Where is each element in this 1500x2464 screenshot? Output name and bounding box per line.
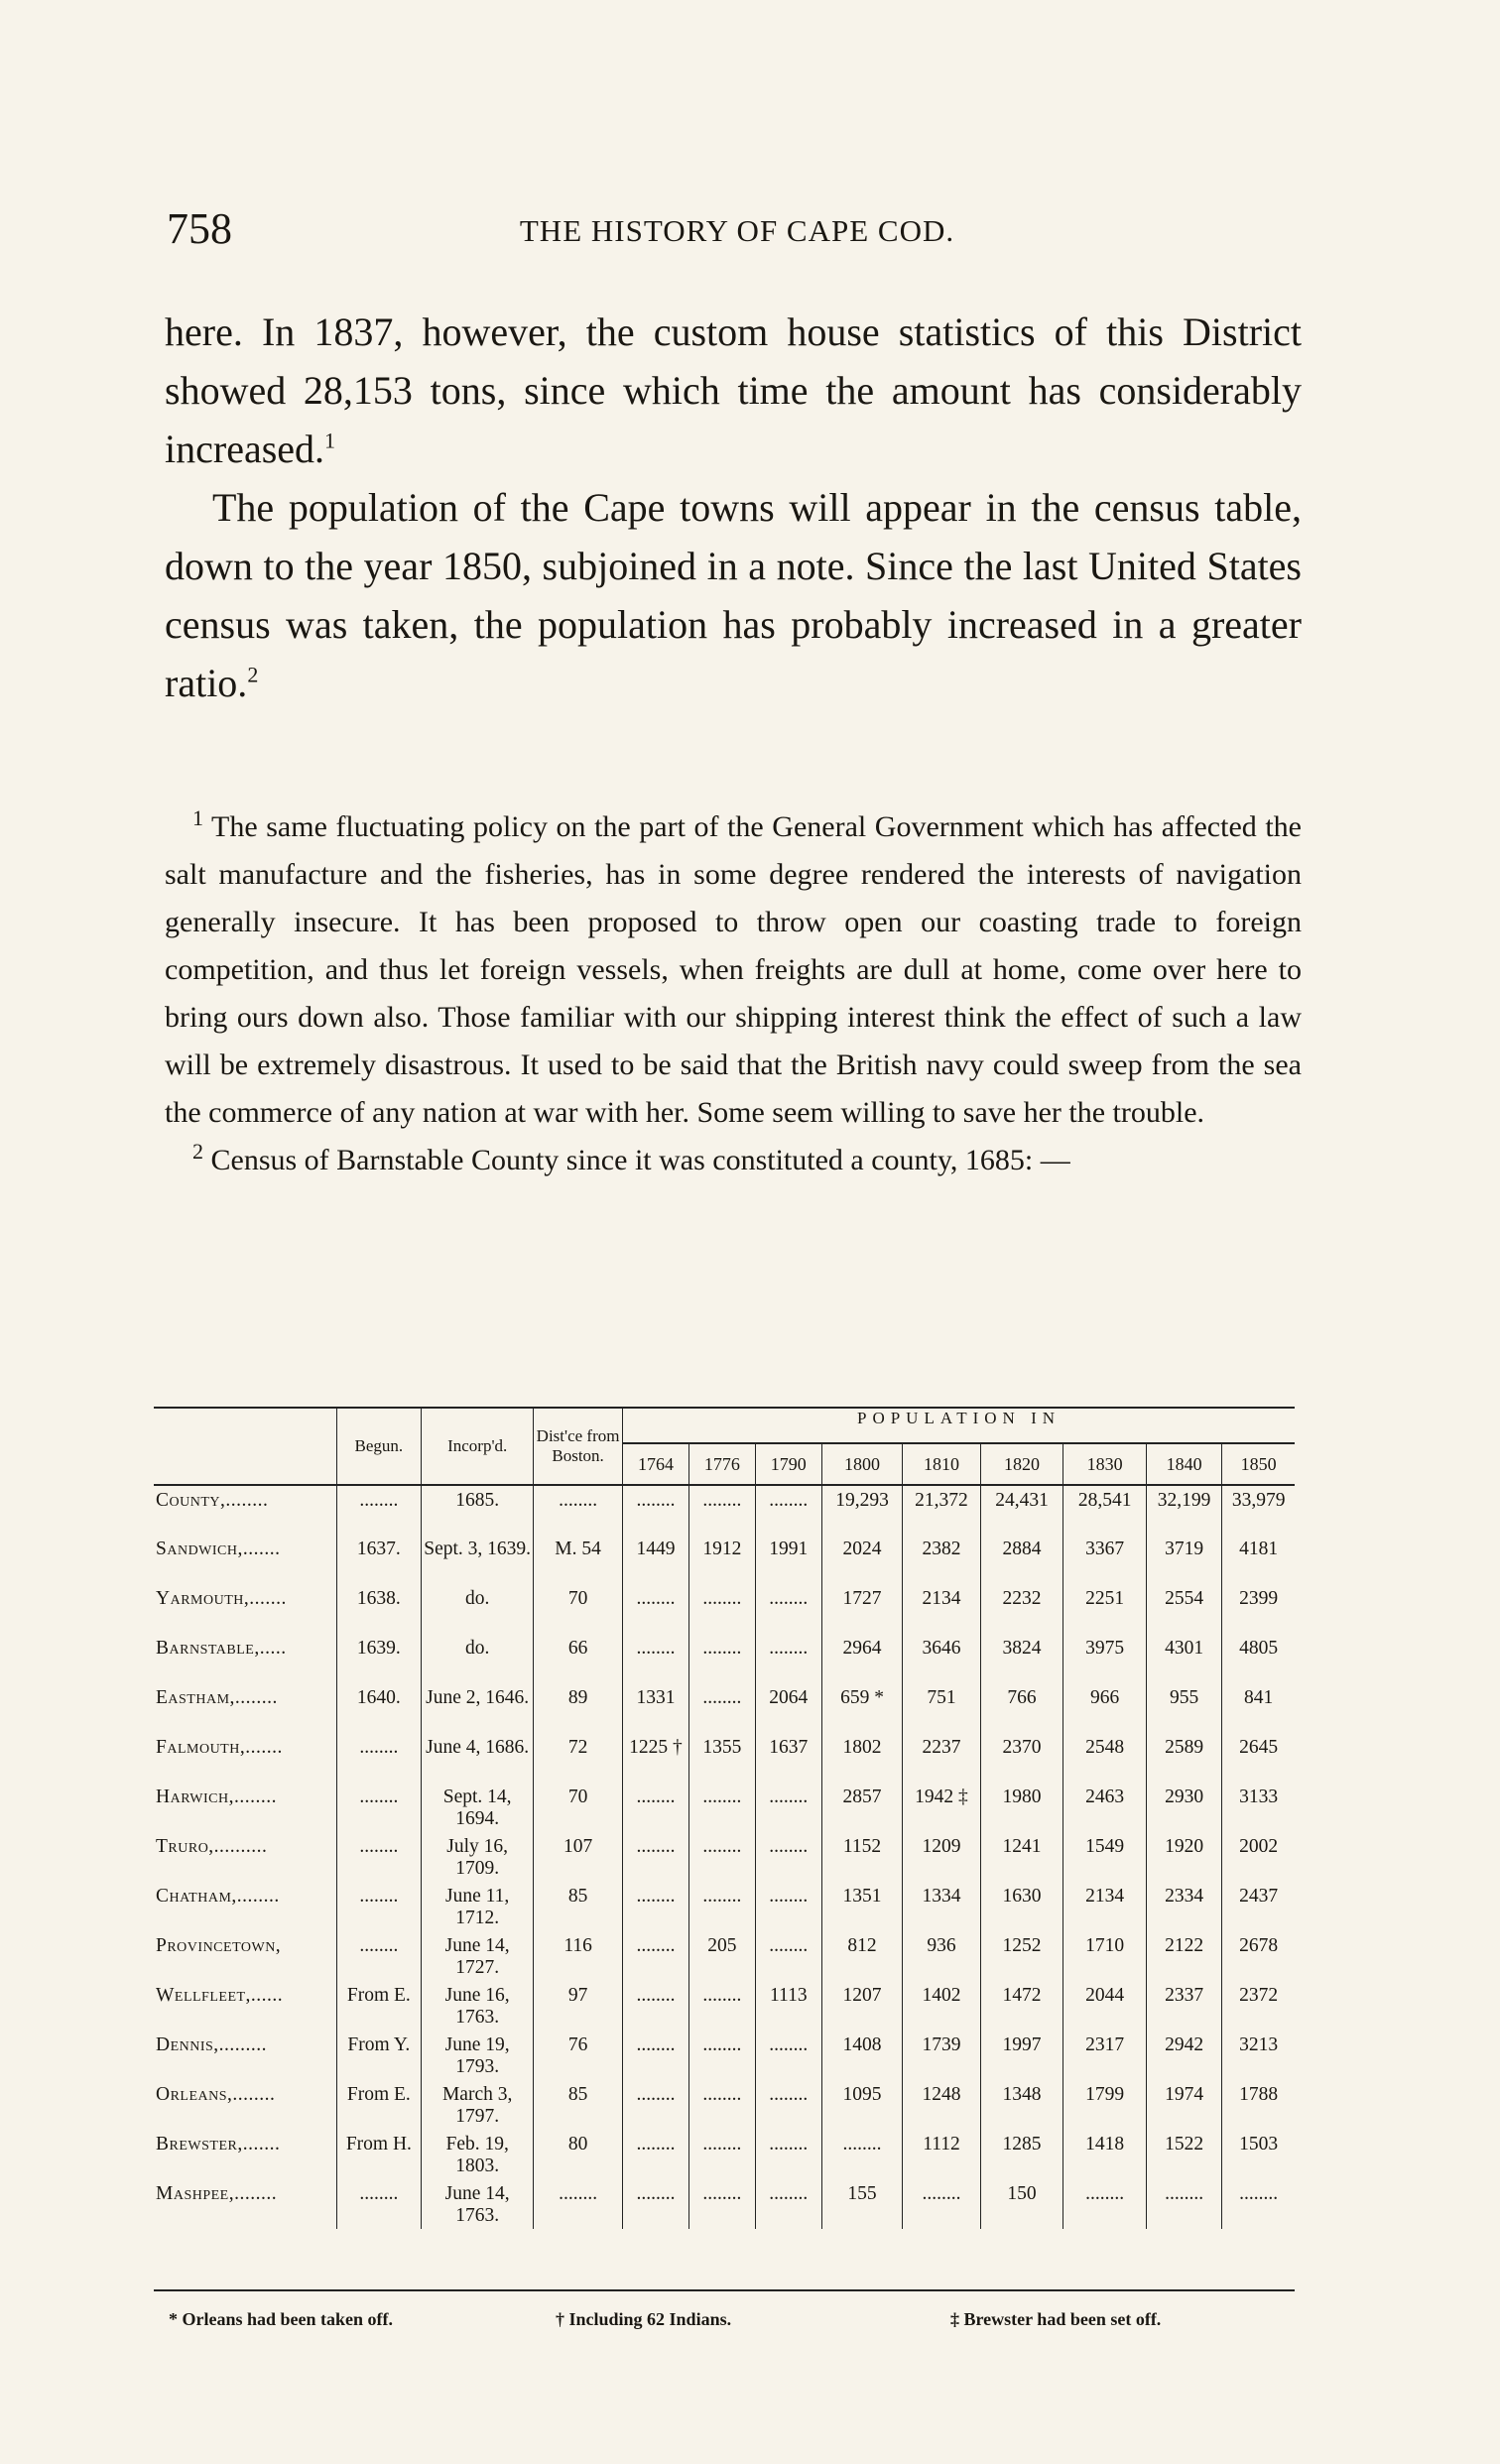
population-cell: ........ bbox=[688, 1634, 755, 1683]
year-header: 1840 bbox=[1146, 1443, 1221, 1485]
table-note-dagger: † Including 62 Indians. bbox=[556, 2309, 732, 2329]
distance-cell: 107 bbox=[534, 1832, 623, 1882]
population-cell: 1334 bbox=[903, 1882, 980, 1931]
population-cell: ........ bbox=[755, 2130, 821, 2179]
population-cell: 2382 bbox=[903, 1535, 980, 1584]
population-cell: 3213 bbox=[1222, 2031, 1295, 2080]
begun-cell: 1640. bbox=[336, 1683, 422, 1733]
incorporated-cell: June 14, 1763. bbox=[422, 2179, 534, 2229]
population-cell: ........ bbox=[688, 2130, 755, 2179]
population-cell: 1637 bbox=[755, 1733, 821, 1783]
distance-cell: 116 bbox=[534, 1931, 623, 1981]
distance-cell: M. 54 bbox=[534, 1535, 623, 1584]
table-row bbox=[154, 1683, 1295, 1733]
population-cell: 2884 bbox=[980, 1535, 1063, 1584]
footnote-2: $^2$ Census of Barnstable County since it was constituted a county, 1685: — bbox=[192, 1139, 1070, 1176]
year-header: 1810 bbox=[903, 1443, 980, 1485]
population-cell: ........ bbox=[688, 1981, 755, 2031]
population-cell: ........ bbox=[755, 1584, 821, 1634]
population-cell: 1331 bbox=[623, 1683, 689, 1733]
population-cell: ........ bbox=[755, 1882, 821, 1931]
footnotes bbox=[165, 803, 1302, 1184]
population-cell: 1207 bbox=[821, 1981, 903, 2031]
begun-cell: From E. bbox=[336, 2080, 422, 2130]
population-cell: ........ bbox=[623, 1981, 689, 2031]
population-cell: 2463 bbox=[1063, 1783, 1147, 1832]
incorporated-cell: Sept. 14, 1694. bbox=[422, 1783, 534, 1832]
town-name: Orleans,........ bbox=[156, 2084, 276, 2105]
footnote-ref-2: 2 bbox=[247, 662, 259, 687]
town-name: Truro,.......... bbox=[156, 1836, 268, 1857]
population-cell: ........ bbox=[903, 2179, 980, 2229]
population-cell: 1739 bbox=[903, 2031, 980, 2080]
population-cell: 1113 bbox=[755, 1981, 821, 2031]
population-cell: 812 bbox=[821, 1931, 903, 1981]
population-cell: 2337 bbox=[1146, 1981, 1221, 2031]
population-cell: 2334 bbox=[1146, 1882, 1221, 1931]
population-cell: 2437 bbox=[1222, 1882, 1295, 1931]
census-table bbox=[154, 1407, 1295, 2229]
population-cell: 1152 bbox=[821, 1832, 903, 1882]
begun-cell: ........ bbox=[336, 1783, 422, 1832]
population-cell: 3133 bbox=[1222, 1783, 1295, 1832]
population-cell: 936 bbox=[903, 1931, 980, 1981]
population-cell: 1503 bbox=[1222, 2130, 1295, 2179]
population-cell: 1248 bbox=[903, 2080, 980, 2130]
population-cell: 1348 bbox=[980, 2080, 1063, 2130]
table-bottom-rule bbox=[154, 2289, 1295, 2291]
population-cell: ........ bbox=[623, 1485, 689, 1535]
population-cell: 1549 bbox=[1063, 1832, 1147, 1882]
population-cell: 1472 bbox=[980, 1981, 1063, 2031]
table-row bbox=[154, 1584, 1295, 1634]
population-cell: ........ bbox=[755, 1634, 821, 1683]
begun-cell: 1638. bbox=[336, 1584, 422, 1634]
population-cell: ........ bbox=[623, 1584, 689, 1634]
begun-cell: ........ bbox=[336, 1485, 422, 1535]
table-row bbox=[154, 1882, 1295, 1931]
paragraph-1: here. In 1837, however, the custom house statistics of this District showed 28,153 tons, since which time the amount has considerably increased.$^1$ bbox=[165, 309, 1302, 471]
population-cell: 1991 bbox=[755, 1535, 821, 1584]
population-cell: ........ bbox=[688, 1832, 755, 1882]
incorporated-cell: June 19, 1793. bbox=[422, 2031, 534, 2080]
population-cell: 2064 bbox=[755, 1683, 821, 1733]
year-header: 1776 bbox=[688, 1443, 755, 1485]
running-title: THE HISTORY OF CAPE COD. bbox=[519, 213, 955, 248]
table-row bbox=[154, 1733, 1295, 1783]
col-incorp-header: Incorp'd. bbox=[422, 1408, 534, 1485]
begun-cell: From H. bbox=[336, 2130, 422, 2179]
population-cell: 2044 bbox=[1063, 1981, 1147, 2031]
table-row bbox=[154, 1783, 1295, 1832]
table-row bbox=[154, 2031, 1295, 2080]
footnote-mark-1: 1 bbox=[192, 805, 203, 830]
town-name: Yarmouth,....... bbox=[156, 1588, 287, 1609]
begun-cell: ........ bbox=[336, 1931, 422, 1981]
population-cell: ........ bbox=[688, 1783, 755, 1832]
population-cell: 1920 bbox=[1146, 1832, 1221, 1882]
table-note-star: * Orleans had been taken off. bbox=[169, 2309, 394, 2329]
town-name: Sandwich,....... bbox=[156, 1539, 281, 1559]
distance-cell: 97 bbox=[534, 1981, 623, 2031]
population-cell: 2857 bbox=[821, 1783, 903, 1832]
population-cell: 4301 bbox=[1146, 1634, 1221, 1683]
population-cell: ........ bbox=[623, 2130, 689, 2179]
population-cell: ........ bbox=[755, 2179, 821, 2229]
incorporated-cell: do. bbox=[422, 1584, 534, 1634]
population-cell: 150 bbox=[980, 2179, 1063, 2229]
population-cell: ........ bbox=[755, 2031, 821, 2080]
distance-cell: 70 bbox=[534, 1584, 623, 1634]
population-cell: ........ bbox=[623, 1882, 689, 1931]
table-row bbox=[154, 2179, 1295, 2229]
population-cell: 1799 bbox=[1063, 2080, 1147, 2130]
footnote-ref-1: 1 bbox=[324, 428, 336, 453]
population-cell: ........ bbox=[623, 1634, 689, 1683]
year-header: 1850 bbox=[1222, 1443, 1295, 1485]
town-name: County,........ bbox=[156, 1490, 269, 1511]
population-cell: 19,293 bbox=[821, 1485, 903, 1535]
population-cell: ........ bbox=[1222, 2179, 1295, 2229]
population-cell: 1209 bbox=[903, 1832, 980, 1882]
population-cell: 3975 bbox=[1063, 1634, 1147, 1683]
population-cell: 3719 bbox=[1146, 1535, 1221, 1584]
incorporated-cell: 1685. bbox=[422, 1485, 534, 1535]
year-header: 1830 bbox=[1063, 1443, 1147, 1485]
population-cell: ........ bbox=[688, 2179, 755, 2229]
population-cell: 659 * bbox=[821, 1683, 903, 1733]
population-cell: ........ bbox=[1063, 2179, 1147, 2229]
population-cell: 2930 bbox=[1146, 1783, 1221, 1832]
distance-cell: 70 bbox=[534, 1783, 623, 1832]
year-header: 1800 bbox=[821, 1443, 903, 1485]
population-cell: 2237 bbox=[903, 1733, 980, 1783]
population-cell: ........ bbox=[688, 2080, 755, 2130]
table-row bbox=[154, 2080, 1295, 2130]
population-cell: ........ bbox=[623, 2031, 689, 2080]
incorporated-cell: Sept. 3, 1639. bbox=[422, 1535, 534, 1584]
begun-cell: From E. bbox=[336, 1981, 422, 2031]
incorporated-cell: Feb. 19, 1803. bbox=[422, 2130, 534, 2179]
incorporated-cell: March 3, 1797. bbox=[422, 2080, 534, 2130]
table-row bbox=[154, 1485, 1295, 1535]
population-cell: ........ bbox=[821, 2130, 903, 2179]
distance-cell: 66 bbox=[534, 1634, 623, 1683]
table-row bbox=[154, 1981, 1295, 2031]
population-cell: 1408 bbox=[821, 2031, 903, 2080]
begun-cell: ........ bbox=[336, 1832, 422, 1882]
footnote-mark-2: 2 bbox=[192, 1139, 203, 1164]
population-cell: 766 bbox=[980, 1683, 1063, 1733]
population-cell: 2372 bbox=[1222, 1981, 1295, 2031]
population-cell: ........ bbox=[1146, 2179, 1221, 2229]
population-cell: ........ bbox=[755, 1783, 821, 1832]
population-cell: 3824 bbox=[980, 1634, 1063, 1683]
table-row bbox=[154, 1931, 1295, 1981]
paragraph-2: The population of the Cape towns will appear in the census table, down to the year 1850, subjoined in a note. Since the last United States census was taken, the population has probably increased in a greater ratio.$^2$ bbox=[165, 485, 1302, 705]
incorporated-cell: June 11, 1712. bbox=[422, 1882, 534, 1931]
population-caption: POPULATION IN bbox=[623, 1408, 1295, 1443]
population-cell: 2002 bbox=[1222, 1832, 1295, 1882]
distance-cell: 85 bbox=[534, 1882, 623, 1931]
population-cell: 4805 bbox=[1222, 1634, 1295, 1683]
population-cell: 2370 bbox=[980, 1733, 1063, 1783]
distance-cell: ........ bbox=[534, 2179, 623, 2229]
incorporated-cell: June 14, 1727. bbox=[422, 1931, 534, 1981]
population-cell: 28,541 bbox=[1063, 1485, 1147, 1535]
population-cell: 1997 bbox=[980, 2031, 1063, 2080]
incorporated-cell: July 16, 1709. bbox=[422, 1832, 534, 1882]
town-name: Eastham,........ bbox=[156, 1687, 278, 1708]
population-cell: 2589 bbox=[1146, 1733, 1221, 1783]
population-cell: 751 bbox=[903, 1683, 980, 1733]
population-cell: 2964 bbox=[821, 1634, 903, 1683]
town-name: Mashpee,........ bbox=[156, 2183, 278, 2204]
population-cell: 1727 bbox=[821, 1584, 903, 1634]
population-cell: 1980 bbox=[980, 1783, 1063, 1832]
population-cell: 2645 bbox=[1222, 1733, 1295, 1783]
incorporated-cell: June 2, 1646. bbox=[422, 1683, 534, 1733]
population-cell: 1402 bbox=[903, 1981, 980, 2031]
population-cell: 3367 bbox=[1063, 1535, 1147, 1584]
year-header: 1790 bbox=[755, 1443, 821, 1485]
population-cell: 955 bbox=[1146, 1683, 1221, 1733]
distance-cell: 85 bbox=[534, 2080, 623, 2130]
town-name: Wellfleet,...... bbox=[156, 1985, 284, 2006]
population-cell: ........ bbox=[623, 1832, 689, 1882]
population-cell: 1112 bbox=[903, 2130, 980, 2179]
population-cell: 2122 bbox=[1146, 1931, 1221, 1981]
begun-cell: ........ bbox=[336, 2179, 422, 2229]
population-cell: ........ bbox=[755, 2080, 821, 2130]
header-blank bbox=[154, 1408, 336, 1485]
population-cell: 1252 bbox=[980, 1931, 1063, 1981]
town-name: Dennis,......... bbox=[156, 2034, 268, 2055]
population-cell: ........ bbox=[688, 1485, 755, 1535]
population-cell: 1974 bbox=[1146, 2080, 1221, 2130]
population-cell: 33,979 bbox=[1222, 1485, 1295, 1535]
population-cell: 1449 bbox=[623, 1535, 689, 1584]
body-text bbox=[165, 303, 1302, 712]
population-cell: ........ bbox=[688, 1584, 755, 1634]
incorporated-cell: June 16, 1763. bbox=[422, 1981, 534, 2031]
population-cell: 1802 bbox=[821, 1733, 903, 1783]
population-cell: 1788 bbox=[1222, 2080, 1295, 2130]
population-cell: 1630 bbox=[980, 1882, 1063, 1931]
population-cell: 24,431 bbox=[980, 1485, 1063, 1535]
population-cell: ........ bbox=[688, 2031, 755, 2080]
population-cell: 1285 bbox=[980, 2130, 1063, 2179]
distance-cell: ........ bbox=[534, 1485, 623, 1535]
population-cell: 2678 bbox=[1222, 1931, 1295, 1981]
town-name: Falmouth,....... bbox=[156, 1737, 283, 1758]
town-name: Barnstable,..... bbox=[156, 1638, 287, 1659]
population-cell: 2251 bbox=[1063, 1584, 1147, 1634]
population-cell: ........ bbox=[623, 1931, 689, 1981]
population-cell: ........ bbox=[755, 1485, 821, 1535]
population-cell: 1095 bbox=[821, 2080, 903, 2130]
col-begun-header: Begun. bbox=[336, 1408, 422, 1485]
distance-cell: 80 bbox=[534, 2130, 623, 2179]
population-cell: 1418 bbox=[1063, 2130, 1147, 2179]
population-cell: 3646 bbox=[903, 1634, 980, 1683]
population-cell: 1710 bbox=[1063, 1931, 1147, 1981]
footnote-1: $^1$ The same fluctuating policy on the part of the General Government which has affected the salt manufacture and the fisheries, has in some degree rendered the interests of navigation generally insecure. It has been proposed to throw open our coasting trade to foreign competition, and thus let foreign vessels, when freights are dull at home, come over here to bring ours down also. Those familiar with our shipping interest think the effect of such a law will be extremely disastrous. It used to be said that the British navy could sweep from the sea the commerce of any nation at war with her. Some seem willing to save her the trouble. bbox=[165, 805, 1302, 1129]
population-cell: 205 bbox=[688, 1931, 755, 1981]
page-header bbox=[167, 203, 1308, 263]
distance-cell: 89 bbox=[534, 1683, 623, 1733]
distance-cell: 76 bbox=[534, 2031, 623, 2080]
population-cell: ........ bbox=[688, 1683, 755, 1733]
incorporated-cell: do. bbox=[422, 1634, 534, 1683]
population-cell: 4181 bbox=[1222, 1535, 1295, 1584]
population-cell: 2548 bbox=[1063, 1733, 1147, 1783]
year-header: 1764 bbox=[623, 1443, 689, 1485]
population-cell: 2024 bbox=[821, 1535, 903, 1584]
population-cell: 32,199 bbox=[1146, 1485, 1221, 1535]
table-row bbox=[154, 1832, 1295, 1882]
town-name: Provincetown, bbox=[156, 1935, 282, 1956]
population-cell: 1912 bbox=[688, 1535, 755, 1584]
population-cell: 2232 bbox=[980, 1584, 1063, 1634]
town-name: Brewster,....... bbox=[156, 2134, 281, 2155]
population-cell: 966 bbox=[1063, 1683, 1147, 1733]
table-row bbox=[154, 1634, 1295, 1683]
page-number: 758 bbox=[167, 204, 232, 253]
population-cell: 1241 bbox=[980, 1832, 1063, 1882]
year-header: 1820 bbox=[980, 1443, 1063, 1485]
begun-cell: 1639. bbox=[336, 1634, 422, 1683]
population-cell: ........ bbox=[623, 1783, 689, 1832]
population-cell: 2134 bbox=[903, 1584, 980, 1634]
population-cell: ........ bbox=[755, 1931, 821, 1981]
population-cell: 2554 bbox=[1146, 1584, 1221, 1634]
population-cell: 1351 bbox=[821, 1882, 903, 1931]
col-dist-header: Dist'ce from Boston. bbox=[534, 1408, 623, 1485]
table-row bbox=[154, 2130, 1295, 2179]
population-cell: ........ bbox=[755, 1832, 821, 1882]
distance-cell: 72 bbox=[534, 1733, 623, 1783]
population-cell: 2942 bbox=[1146, 2031, 1221, 2080]
begun-cell: From Y. bbox=[336, 2031, 422, 2080]
table-row bbox=[154, 1535, 1295, 1584]
population-cell: 2399 bbox=[1222, 1584, 1295, 1634]
incorporated-cell: June 4, 1686. bbox=[422, 1733, 534, 1783]
population-cell: 1355 bbox=[688, 1733, 755, 1783]
population-cell: 155 bbox=[821, 2179, 903, 2229]
town-name: Harwich,........ bbox=[156, 1786, 277, 1807]
population-cell: ........ bbox=[623, 2080, 689, 2130]
begun-cell: 1637. bbox=[336, 1535, 422, 1584]
population-cell: ........ bbox=[623, 2179, 689, 2229]
population-cell: 841 bbox=[1222, 1683, 1295, 1733]
table-note-double-dagger: ‡ Brewster had been set off. bbox=[950, 2309, 1162, 2329]
town-name: Chatham,........ bbox=[156, 1886, 280, 1907]
population-cell: 2317 bbox=[1063, 2031, 1147, 2080]
population-cell: 1522 bbox=[1146, 2130, 1221, 2179]
population-cell: 2134 bbox=[1063, 1882, 1147, 1931]
population-cell: 1942 ‡ bbox=[903, 1783, 980, 1832]
begun-cell: ........ bbox=[336, 1882, 422, 1931]
population-cell: ........ bbox=[688, 1882, 755, 1931]
population-cell: 21,372 bbox=[903, 1485, 980, 1535]
begun-cell: ........ bbox=[336, 1733, 422, 1783]
population-cell: 1225 † bbox=[623, 1733, 689, 1783]
